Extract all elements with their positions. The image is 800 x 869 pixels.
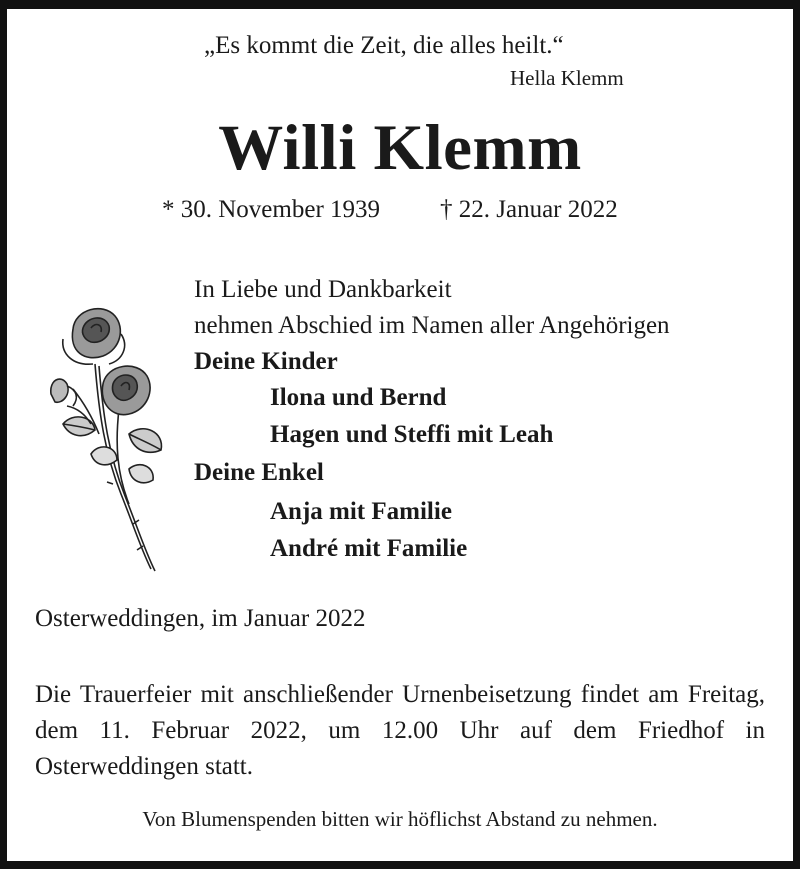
mourner-entry: Ilona und Bernd — [270, 384, 447, 411]
farewell-line-2: nehmen Abschied im Namen aller Angehörigen — [194, 312, 670, 339]
mourner-entry: André mit Familie — [270, 535, 468, 562]
deceased-name: Willi Klemm — [218, 112, 582, 184]
closing-note: Von Blumenspenden bitten wir höflichst Abstand zu nehmen. — [142, 807, 658, 831]
ceremony-announcement: Die Trauerfeier mit anschließender Urnenbeisetzung findet am Freitag, dem 11. Februar 2022, um 12.00 Uhr auf dem Friedhof in Osterweddingen statt. — [35, 681, 765, 780]
children-label: Deine Kinder — [194, 348, 338, 375]
grandchildren-label: Deine Enkel — [194, 459, 324, 486]
mourner-entry: Hagen und Steffi mit Leah — [270, 421, 554, 448]
place-date: Osterweddingen, im Januar 2022 — [35, 605, 366, 632]
mourner-entry: Anja mit Familie — [270, 498, 452, 525]
motto-author: Hella Klemm — [510, 66, 624, 90]
death-date: † 22. Januar 2022 — [440, 196, 618, 223]
farewell-line-1: In Liebe und Dankbarkeit — [194, 276, 452, 303]
rose-icon — [33, 294, 173, 584]
motto-quote: „Es kommt die Zeit, die alles heilt.“ — [204, 32, 564, 59]
birth-date: * 30. November 1939 — [162, 196, 381, 223]
